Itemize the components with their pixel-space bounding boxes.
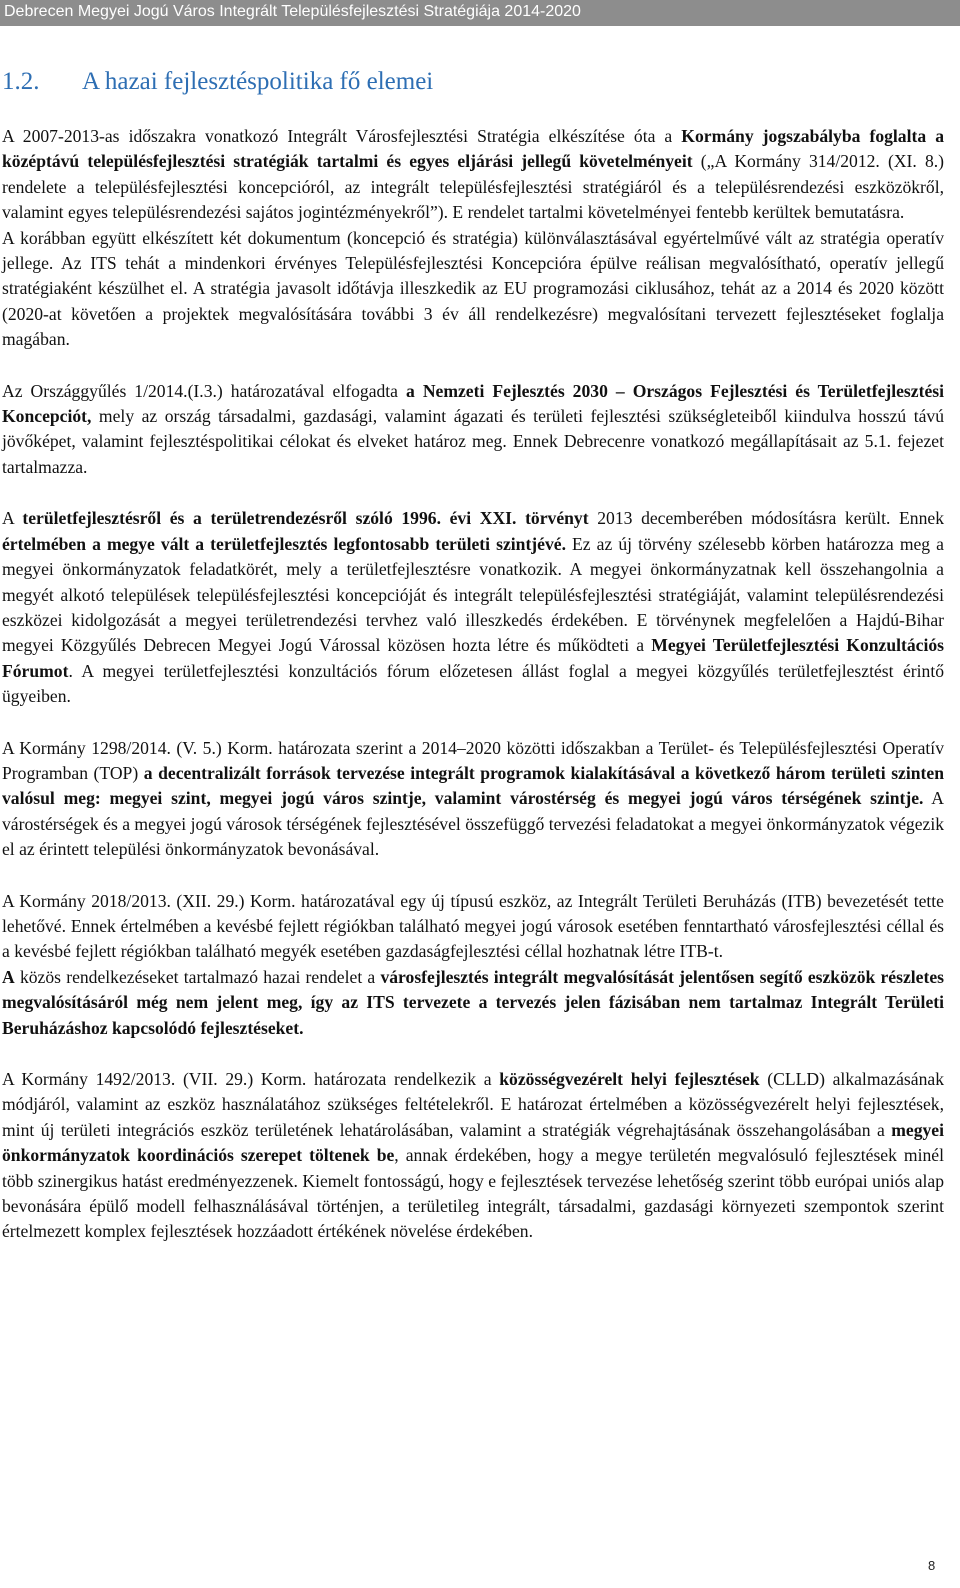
- text-run: A: [2, 508, 23, 529]
- text-run: Ez az új törvény szélesebb körben határozza meg a megyei önkormányzatok feladatkörét, mely a területfejlesztésre vonatkozik. A megyei önkormányzatnak kell összehangolnia a megyét alkotó települések településfejlesztési koncepcióját és integrált településfejlesztési stratégiáját, valamint településrendezési eszközei kidolgozását a megyei területrendezési tervhez való illeszkedés érdekében. E törvénynek megfelelően a Hajdú-Bihar megyei Közgyűlés Debrecen Megyei Jogú Várossal közösen hozta létre és működteti a: [2, 533, 944, 656]
- paragraph-8: [2, 1067, 944, 1245]
- text-run: A korábban együtt elkészített két dokumentum (koncepció és stratégia) különválasztásával egyértelművé vált az stratégia operatív jellege. Az ITS tehát a mindenkori érvényes Településfejlesztési Koncepcióra épülve reálisan megvalósítható, operatív jellegű stratégiaként készülhet el. A stratégia javasolt időtávja illeszkedik az EU programozási ciklusához, tehát az a 2014 és 2020 között (2020-at követően a projektek megvalósítására további 3 év áll rendelkezésre) megvalósítani tervezett fejlesztéseket foglalja magában.: [2, 227, 944, 350]
- text-run: („A Kormány 314/2012. (XI. 8.) rendelete a településfejlesztési koncepcióról, az integrált településfejlesztési stratégiáról és a településrendezési eszközökről, valamint egyes településrendezési sajátos jogintézményekről”). E rendelet tartalmi követelményei fentebb kerültek bemutatásra.: [2, 151, 944, 223]
- text-run: 2013 decemberében módosításra került. Ennek: [588, 508, 944, 529]
- text-run: (CLLD) alkalmazásának módjáról, valamint az eszköz használatához szükséges feltételekről. E határozat értelmében a közösségvezérelt helyi fejlesztések, mint új területi integrációs eszköz területének lehatárolásában, valamint a stratégiák végrehajtásának összehangolásában a: [2, 1069, 944, 1140]
- text-run: A Kormány 1492/2013. (VII. 29.) Korm. határozata rendelkezik a: [2, 1069, 500, 1089]
- paragraph-5: [2, 736, 944, 863]
- paragraph-4: [2, 506, 944, 709]
- page-number: 8: [928, 1558, 936, 1573]
- paragraph-6: [2, 889, 944, 965]
- text-run: A 2007-2013-as időszakra vonatkozó Integrált Városfejlesztési Stratégia elkészítése óta a: [2, 126, 682, 146]
- bold-run: Kormány jogszabályba foglalta a középtávú településfejlesztési stratégiák tartalmi és egyes eljárási jellegű követelményeit: [2, 126, 944, 172]
- text-run: . A megyei területfejlesztési konzultációs fórum előzetesen állást foglal a megyei közgyűlés területfejlesztést érintő ügyeiben.: [2, 660, 944, 707]
- section-title: A hazai fejlesztéspolitika fő elemei: [82, 68, 434, 95]
- text-run: A várostérségek és a megyei jogú városok térségének fejlesztésével összefüggő tervezési feladatokat a megyei önkormányzatok végezik el az érintett települési önkormányzatok bevonásával.: [2, 788, 944, 860]
- bold-run: megyei önkormányzatok koordinációs szerepet töltenek be: [2, 1119, 944, 1166]
- bold-run: városfejlesztés integrált megvalósítását jelentősen segítő eszközök részletes megvalósításáról még nem jelent meg, így az ITS tervezete a tervezés jelen fázisában nem tartalmaz Integrált Területi Beruházáshoz kapcsolódó fejlesztéseket.: [2, 966, 944, 1038]
- bold-run: a decentralizált források tervezése integrált programok kialakításával a következő három területi szinten valósul meg: megyei szint, megyei jogú város szintje, valamint várostérség és megyei jogú város térségének szintje.: [2, 762, 944, 809]
- bold-run: a Nemzeti Fejlesztés 2030 – Országos Fejlesztési és Területfejlesztési Koncepciót,: [2, 380, 944, 427]
- bold-run: értelmében a megye vált a területfejlesztés legfontosabb területi szintjévé.: [2, 533, 566, 554]
- text-run: A Kormány 1298/2014. (V. 5.) Korm. határozata szerint a 2014–2020 közötti időszakban a Terület- és Településfejlesztési Operatív Programban (TOP): [2, 737, 944, 783]
- bold-run: közösségvezérelt helyi fejlesztések: [499, 1069, 760, 1089]
- header-title: Debrecen Megyei Jogú Város Integrált Településfejlesztési Stratégiája 2014-2020: [4, 3, 581, 20]
- text-run: közös rendelkezéseket tartalmazó hazai rendelet a: [14, 966, 381, 987]
- text-run: mely az ország társadalmi, gazdasági, valamint ágazati és területi fejlesztési szükségleteiből kiindulva hosszú távú jövőképet, valamint fejlesztéspolitikai célokat és elveket határoz meg. Ennek Debrecenre vonatkozó megállapításait az 5.1. fejezet tartalmazza.: [2, 406, 944, 477]
- paragraph-2: [2, 226, 944, 353]
- paragraph-1: [2, 124, 944, 226]
- document-body: [2, 124, 944, 1245]
- bold-run: A: [2, 966, 15, 987]
- text-run: A Kormány 2018/2013. (XII. 29.) Korm. határozatával egy új típusú eszköz, az Integrált Területi Beruházás (ITB) bevezetését tette lehetővé. Ennek értelmében a kevésbé fejlett régiókban található megyei jogú városok esetében fenntartható városfejlesztési céllal és a kevésbé fejlett régiókban található megyék esetében gazdaságfejlesztési céllal hozhatnak létre ITB-t.: [2, 890, 944, 962]
- bold-run: Megyei Területfejlesztési Konzultációs Fórumot: [2, 635, 945, 681]
- section-number: 1.2.: [2, 68, 40, 95]
- text-run: , annak érdekében, hogy a megye területén megvalósuló fejlesztések minél több szinergikus hatást eredményezzenek. Kiemelt fontosságú, hogy e fejlesztések tervezése lehetőség szerint több európai uniós alap bevonására épülő modell felhasználásával történjen, a területileg integrált, társadalmi, gazdasági környezeti szempontok szerint értelmezett komplex fejlesztések hozzáadott értékének növelése érdekében.: [2, 1145, 944, 1242]
- page-header-bar: [0, 0, 960, 26]
- paragraph-3: [2, 379, 944, 481]
- paragraph-7: [2, 965, 944, 1041]
- section-heading: [2, 68, 433, 96]
- bold-run: területfejlesztésről és a területrendezésről szóló 1996. évi XXI. törvényt: [22, 508, 589, 529]
- text-run: Az Országgyűlés 1/2014.(I.3.) határozatával elfogadta: [2, 380, 407, 401]
